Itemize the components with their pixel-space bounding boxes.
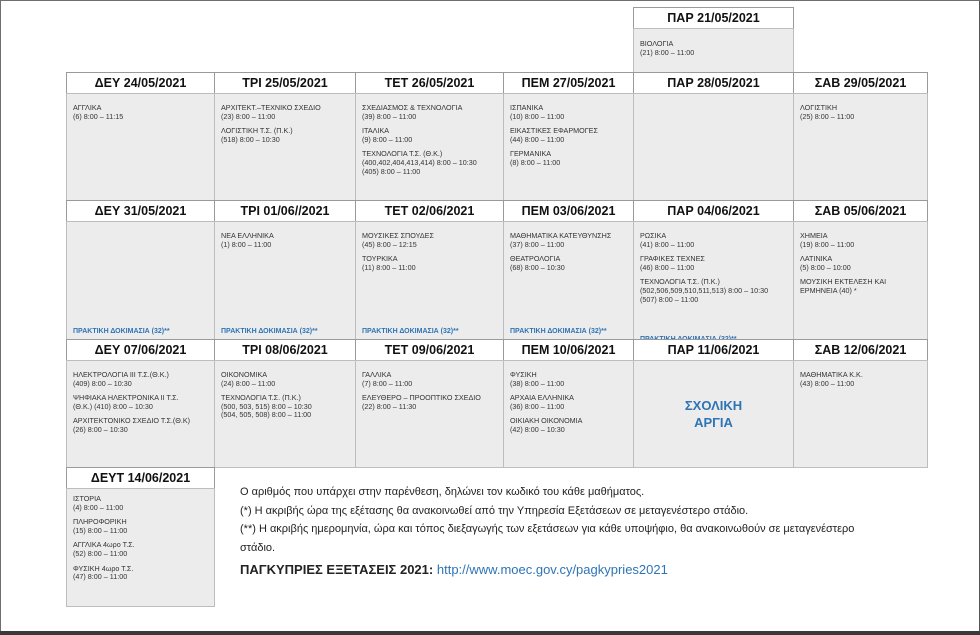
day-header: ΠΑΡ 04/06/2021: [633, 200, 794, 222]
day-cell: [503, 93, 634, 201]
day-header: ΤΡΙ 25/05/2021: [214, 72, 356, 94]
exam-subject: ΑΡΧΙΤΕΚΤ.–ΤΕΧΝΙΚΟ ΣΧΕΔΙΟ: [221, 103, 321, 112]
exam-entry: [362, 150, 503, 176]
exam-subject: ΡΩΣΙΚΑ: [640, 231, 667, 240]
exam-time: (7) 8:00 – 11:00: [362, 378, 413, 388]
day-header: ΠΕΜ 10/06/2021: [503, 339, 634, 361]
exam-entry: [640, 232, 793, 249]
exam-time: (36) 8:00 – 11:00: [510, 401, 565, 411]
practical-exam-note: ΠΡΑΚΤΙΚΗ ΔΟΚΙΜΑΣΙΑ (32)**: [510, 328, 607, 335]
holiday-line: ΣΧΟΛΙΚΗ: [684, 398, 743, 413]
exam-subject: ΣΧΕΔΙΑΣΜΟΣ & ΤΕΧΝΟΛΟΓΙΑ: [362, 103, 463, 112]
exam-time: (11) 8:00 – 11:00: [362, 262, 416, 272]
exam-subject: ΙΤΑΛΙΚΑ: [362, 126, 390, 136]
day-header: ΣΑΒ 29/05/2021: [793, 72, 928, 94]
day-cell: [503, 221, 634, 341]
day-cell: [355, 221, 504, 341]
exam-time: (10) 8:00 – 11:00: [510, 111, 565, 121]
day-header: ΔΕΥ 07/06/2021: [66, 339, 215, 361]
exam-time: (Θ.Κ.) (410) 8:00 – 10:30: [73, 401, 153, 411]
exam-entry: [73, 541, 214, 558]
exam-subject: ΦΥΣΙΚΗ 4ωρο Τ.Σ.: [73, 563, 134, 573]
exam-subject: ΦΥΣΙΚΗ: [510, 370, 537, 379]
exam-subject: ΑΓΓΛΙΚΑ: [73, 103, 102, 112]
day-cell: [214, 93, 356, 201]
exam-time: (37) 8:00 – 11:00: [510, 239, 565, 249]
exam-entry: [221, 232, 355, 249]
note-date-cont: στάδιο.: [240, 541, 276, 554]
exam-subject: ΧΗΜΕΙΑ: [800, 231, 828, 240]
exam-time: (43) 8:00 – 11:00: [800, 378, 855, 388]
day-cell: [633, 360, 794, 468]
day-header: ΠΑΡ 21/05/2021: [633, 7, 794, 29]
exam-entry: [362, 104, 503, 121]
exam-entry: [800, 278, 927, 295]
exam-entry: [362, 127, 503, 144]
exam-entry: [221, 371, 355, 388]
exam-subject: ΤΕΧΝΟΛΟΓΙΑ Τ.Σ. (Θ.Κ.): [362, 149, 443, 159]
exam-entry: [73, 394, 214, 411]
exam-time: (44) 8:00 – 11:00: [510, 134, 565, 144]
day-header: ΠΑΡ 28/05/2021: [633, 72, 794, 94]
exam-time: (400,402,404,413,414) 8:00 – 10:30: [362, 157, 477, 167]
day-header: ΣΑΒ 05/06/2021: [793, 200, 928, 222]
exam-subject: ΙΣΠΑΝΙΚΑ: [510, 103, 544, 112]
day-cell: [355, 93, 504, 201]
exam-entry: [221, 394, 355, 420]
notes: [240, 483, 854, 580]
exam-time: (45) 8:00 – 12:15: [362, 239, 417, 249]
exam-entry: [510, 417, 633, 434]
exam-entry: [221, 127, 355, 144]
day-cell: [66, 221, 215, 341]
day-header: ΔΕΥ 31/05/2021: [66, 200, 215, 222]
exam-entry: [73, 565, 214, 582]
exams-title: ΠΑΓΚΥΠΡΙΕΣ ΕΞΕΤΑΣΕΙΣ 2021:: [240, 562, 434, 577]
day-cell: [355, 360, 504, 468]
exam-subject: ΓΕΡΜΑΝΙΚΑ: [510, 149, 552, 159]
exam-time: (41) 8:00 – 11:00: [640, 239, 695, 249]
practical-exam-note: ΠΡΑΚΤΙΚΗ ΔΟΚΙΜΑΣΙΑ (32)**: [362, 328, 459, 335]
day-cell: [793, 221, 928, 341]
exam-time: (409) 8:00 – 10:30: [73, 378, 132, 388]
day-cell: [633, 221, 794, 341]
exam-subject: ΓΡΑΦΙΚΕΣ ΤΕΧΝΕΣ: [640, 254, 705, 264]
exam-entry: [73, 518, 214, 535]
exam-subject: ΑΡΧΙΤΕΚΤΟΝΙΚΟ ΣΧΕΔΙΟ Τ.Σ.(Θ.Κ): [73, 416, 191, 426]
exams-link-line: [240, 561, 854, 580]
exam-subject: ΠΛΗΡΟΦΟΡΙΚΗ: [73, 517, 127, 527]
exam-entry: [510, 371, 633, 388]
school-holiday-label: [634, 397, 793, 431]
exam-subject: ΜΑΘΗΜΑΤΙΚΑ ΚΑΤΕΥΘΥΝΣΗΣ: [510, 231, 612, 240]
day-cell: [503, 360, 634, 468]
exam-entry: [510, 255, 633, 272]
day-cell: [66, 360, 215, 468]
exam-time: (52) 8:00 – 11:00: [73, 548, 128, 558]
exam-entry: [800, 255, 927, 272]
exam-subject: ΛΟΓΙΣΤΙΚΗ: [800, 103, 838, 112]
exam-subject: ΜΟΥΣΙΚΕΣ ΣΠΟΥΔΕΣ: [362, 231, 434, 240]
exam-entry: [510, 150, 633, 167]
exam-time: (21) 8:00 – 11:00: [640, 47, 695, 57]
exam-subject: ΝΕΑ ΕΛΛΗΝΙΚΑ: [221, 231, 274, 240]
exam-subject: ΛΟΓΙΣΤΙΚΗ Τ.Σ. (Π.Κ.): [221, 126, 293, 136]
exam-subject: ΟΙΚΙΑΚΗ ΟΙΚΟΝΟΜΙΑ: [510, 416, 583, 426]
day-header: ΤΕΤ 26/05/2021: [355, 72, 504, 94]
exam-time: (24) 8:00 – 11:00: [221, 378, 276, 388]
exam-time: (1) 8:00 – 11:00: [221, 239, 272, 249]
bottom-border: [0, 631, 980, 635]
exam-entry: [73, 371, 214, 388]
exam-subject: ΜΟΥΣΙΚΗ ΕΚΤΕΛΕΣΗ ΚΑΙ: [800, 277, 887, 287]
exam-subject: ΤΕΧΝΟΛΟΓΙΑ Τ.Σ. (Π.Κ.): [640, 277, 720, 287]
exam-time: (38) 8:00 – 11:00: [510, 378, 565, 388]
exam-time: (15) 8:00 – 11:00: [73, 525, 128, 535]
exam-entry: [362, 371, 503, 388]
exam-time: (47) 8:00 – 11:00: [73, 572, 128, 582]
exam-time: (19) 8:00 – 11:00: [800, 239, 855, 249]
exam-subject: ΑΓΓΛΙΚΑ 4ωρο Τ.Σ.: [73, 540, 135, 550]
exam-time: (39) 8:00 – 11:00: [362, 111, 417, 121]
exam-entry: [640, 40, 793, 57]
exam-entry: [362, 394, 503, 411]
exam-entry: [510, 232, 633, 249]
exam-subject: ΜΑΘΗΜΑΤΙΚΑ Κ.Κ.: [800, 370, 863, 379]
exam-time: ΕΡΜΗΝΕΙΑ (40) *: [800, 285, 857, 295]
day-cell: [214, 360, 356, 468]
exam-time: (22) 8:00 – 11:30: [362, 401, 417, 411]
exam-subject: ΒΙΟΛΟΓΙΑ: [640, 39, 674, 48]
exam-entry: [800, 232, 927, 249]
exam-entry: [640, 278, 793, 304]
day-cell: [633, 93, 794, 201]
day-header: ΤΡΙ 01/06//2021: [214, 200, 356, 222]
exam-time: (5) 8:00 – 10:00: [800, 262, 851, 272]
day-cell: [793, 360, 928, 468]
exam-time: (68) 8:00 – 10:30: [510, 262, 565, 272]
exam-time: (42) 8:00 – 10:30: [510, 424, 565, 434]
exam-entry: [510, 394, 633, 411]
exams-url-link[interactable]: http://www.moec.gov.cy/pagkypries2021: [436, 562, 668, 577]
exam-time: (6) 8:00 – 11:15: [73, 111, 124, 121]
exam-time: (500, 503, 515) 8:00 – 10:30: [221, 401, 312, 411]
practical-exam-note: ΠΡΑΚΤΙΚΗ ΔΟΚΙΜΑΣΙΑ (32)**: [221, 328, 318, 335]
exam-time: (9) 8:00 – 11:00: [362, 134, 413, 144]
exam-entry: [221, 104, 355, 121]
day-header: ΠΕΜ 03/06/2021: [503, 200, 634, 222]
note-code: Ο αριθμός που υπάρχει στην παρένθεση, δηλώνει τον κωδικό του κάθε μαθήματος.: [240, 486, 645, 498]
day-cell: [66, 93, 215, 201]
exam-subject: ΗΛΕΚΤΡΟΛΟΓΙΑ ΙΙΙ Τ.Σ.(Θ.Κ.): [73, 370, 169, 379]
day-header: ΣΑΒ 12/06/2021: [793, 339, 928, 361]
exam-time: (518) 8:00 – 10:30: [221, 134, 280, 144]
day-header: ΠΕΜ 27/05/2021: [503, 72, 634, 94]
exam-subject: ΓΑΛΛΙΚΑ: [362, 370, 392, 379]
exam-time: (502,506,509,510,511,513) 8:00 – 10:30: [640, 285, 769, 295]
day-cell: [633, 28, 794, 73]
exam-entry: [73, 495, 214, 512]
exam-entry: [640, 255, 793, 272]
exam-subject: ΕΙΚΑΣΤΙΚΕΣ ΕΦΑΡΜΟΓΕΣ: [510, 126, 598, 136]
exam-subject: ΤΟΥΡΚΙΚΑ: [362, 254, 398, 264]
exam-time: (4) 8:00 – 11:00: [73, 502, 124, 512]
exam-subject: ΨΗΦΙΑΚΑ ΗΛΕΚΤΡΟΝΙΚΑ ΙΙ Τ.Σ.: [73, 393, 179, 403]
day-cell: [214, 221, 356, 341]
exam-subject: ΕΛΕΥΘΕΡΟ – ΠΡΟΟΠΤΙΚΟ ΣΧΕΔΙΟ: [362, 393, 481, 403]
exam-time: (8) 8:00 – 11:00: [510, 157, 561, 167]
exam-time: (507) 8:00 – 11:00: [640, 294, 699, 304]
exam-entry: [800, 371, 927, 388]
exam-subject: ΟΙΚΟΝΟΜΙΚΑ: [221, 370, 268, 379]
exam-entry: [362, 232, 503, 249]
exam-time: (25) 8:00 – 11:00: [800, 111, 855, 121]
day-header: ΔΕΥ 24/05/2021: [66, 72, 215, 94]
exam-subject: ΙΣΤΟΡΙΑ: [73, 494, 101, 503]
exam-time: (23) 8:00 – 11:00: [221, 111, 276, 121]
exam-subject: ΛΑΤΙΝΙΚΑ: [800, 254, 833, 264]
day-header: ΤΕΤ 02/06/2021: [355, 200, 504, 222]
exam-time: (46) 8:00 – 11:00: [640, 262, 695, 272]
exam-time: (405) 8:00 – 11:00: [362, 166, 421, 176]
note-date: (**) Η ακριβής ημερομηνία, ώρα και τόπος διεξαγωγής των εξετάσεων για κάθε υποψήφιο, θα ανακοινωθούν σε μεταγενέστερο: [240, 523, 855, 535]
exam-entry: [73, 104, 214, 121]
day-cell: [66, 488, 215, 607]
day-header: ΤΕΤ 09/06/2021: [355, 339, 504, 361]
exam-subject: ΘΕΑΤΡΟΛΟΓΙΑ: [510, 254, 561, 264]
day-header: ΠΑΡ 11/06/2021: [633, 339, 794, 361]
exam-entry: [510, 127, 633, 144]
exam-entry: [800, 104, 927, 121]
day-header: ΔΕΥΤ 14/06/2021: [66, 467, 215, 489]
exam-subject: ΤΕΧΝΟΛΟΓΙΑ Τ.Σ. (Π.Κ.): [221, 393, 301, 403]
exam-entry: [73, 417, 214, 434]
day-cell: [793, 93, 928, 201]
exam-time: (26) 8:00 – 10:30: [73, 424, 128, 434]
note-time: (*) Η ακριβής ώρα της εξέτασης θα ανακοινωθεί από την Υπηρεσία Εξετάσεων σε μεταγενέστερο στάδιο.: [240, 504, 749, 517]
day-header: ΤΡΙ 08/06/2021: [214, 339, 356, 361]
exam-entry: [510, 104, 633, 121]
exam-subject: ΑΡΧΑΙΑ ΕΛΛΗΝΙΚΑ: [510, 393, 574, 403]
exam-time: (504, 505, 508) 8:00 – 11:00: [221, 410, 312, 420]
exam-entry: [362, 255, 503, 272]
practical-exam-note: ΠΡΑΚΤΙΚΗ ΔΟΚΙΜΑΣΙΑ (32)**: [73, 328, 170, 335]
holiday-line: ΑΡΓΙΑ: [694, 415, 733, 430]
